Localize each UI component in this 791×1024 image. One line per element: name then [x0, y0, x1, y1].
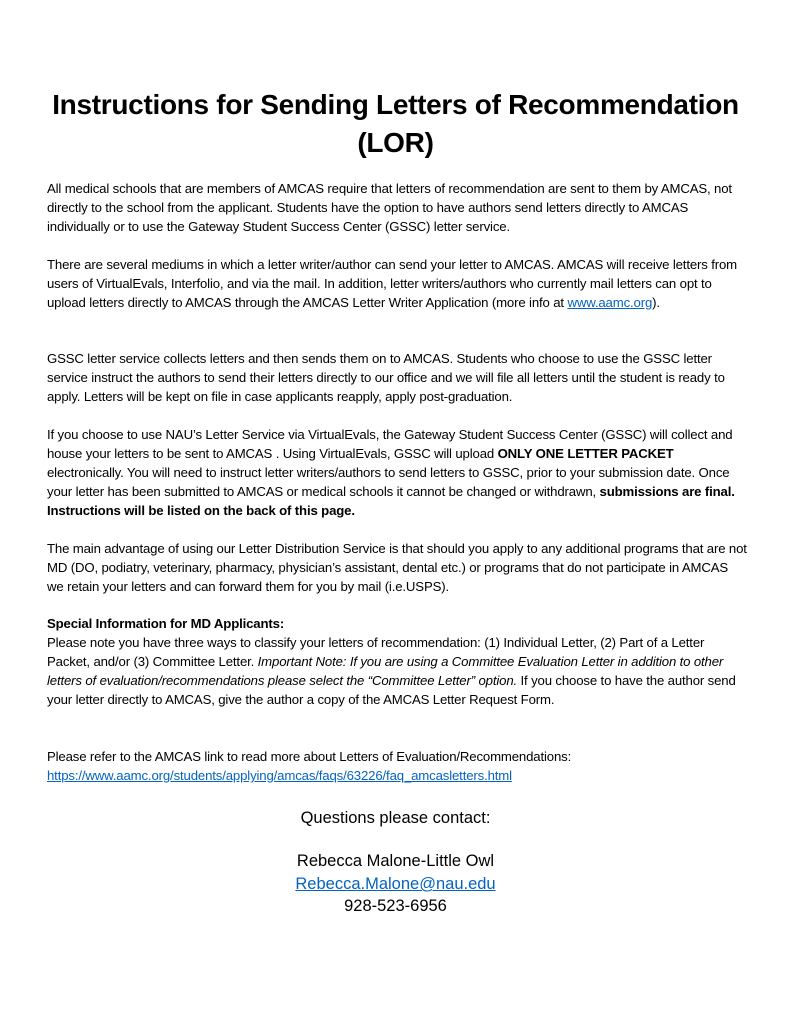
gssc-service-paragraph: GSSC letter service collects letters and then sends them on to AMCAS. Students who choose to use the GSSC letter service instruct the authors to send their letters directly to our office and we will file all letters until the student is ready to apply. Letters will be kept on file in case applicants reapply, apply post-graduation.	[47, 351, 725, 404]
text: electronically. You will need to instruct letter writers/authors to send letters to GSSC, prior to your submission date. Once your letter has been submitted to AMCAS or medical schools it cannot be changed or withdrawn,	[47, 465, 730, 499]
contact-name: Rebecca Malone-Little Owl	[296, 852, 495, 870]
mediums-paragraph	[47, 255, 747, 312]
text: If you choose to use NAU’s Letter Service via VirtualEvals, the Gateway Student Success Center (GSSC) will collect and house your letters to be sent to AMCAS . Using VirtualEvals, GSSC will upload	[47, 427, 733, 461]
text: Please note you have three ways to classify your letters of recommendation: (1) Individual Letter, (2) Part of a Letter Packet, and/or (3) Committee Letter.	[47, 635, 705, 669]
bold-text: ONLY ONE LETTER PACKET	[497, 446, 674, 461]
italic-note: Important Note: If you are using a Committee Evaluation Letter in addition to other letters of evaluation/recommendations please select the “Committee Letter” option.	[47, 654, 724, 688]
section-heading: Special Information for MD Applicants:	[47, 616, 285, 631]
text: ).	[652, 295, 660, 310]
text: If you choose to have the author send your letter directly to AMCAS, give the author a copy of the AMCAS Letter Request Form.	[47, 673, 736, 707]
contact-heading: Questions please contact:	[300, 809, 491, 827]
contact-phone: 928-523-6956	[344, 897, 447, 915]
amcas-link-paragraph	[47, 747, 747, 785]
contact-email-link[interactable]: Rebecca.Malone@nau.edu	[295, 875, 496, 893]
md-applicants-section	[47, 614, 747, 709]
page-title: Instructions for Sending Letters of Recommendation (LOR)	[52, 89, 739, 158]
amcas-faq-link[interactable]: https://www.aamc.org/students/applying/amcas/faqs/63226/faq_amcasletters.html	[47, 768, 512, 783]
bold-text: submissions are final. Instructions will be listed on the back of this page.	[47, 484, 735, 518]
contact-email-wrap	[0, 873, 791, 895]
virtualevals-paragraph	[47, 425, 747, 520]
intro-paragraph: All medical schools that are members of AMCAS require that letters of recommendation are sent to them by AMCAS, not directly to the school from the applicant. Students have the option to have authors send letters directly to AMCAS individually or to use the Gateway Student Success Center (GSSC) letter service.	[47, 181, 732, 234]
aamc-link[interactable]: www.aamc.org	[567, 295, 653, 310]
text: There are several mediums in which a letter writer/author can send your letter to AMCAS. AMCAS will receive letters from users of VirtualEvals, Interfolio, and via the mail. In addition, letter writers/authors who currently mail letters can opt to upload letters directly to AMCAS through the AMCAS Letter Writer Application (more info at	[47, 257, 737, 310]
text: Please refer to the AMCAS link to read more about Letters of Evaluation/Recommendations:	[47, 749, 572, 764]
advantage-paragraph: The main advantage of using our Letter Distribution Service is that should you apply to any additional programs that are not MD (DO, podiatry, veterinary, pharmacy, physician’s assistant, dental etc.) or programs that do not participate in AMCAS we retain your letters and can forward them for you by mail (i.e.USPS).	[47, 541, 747, 594]
